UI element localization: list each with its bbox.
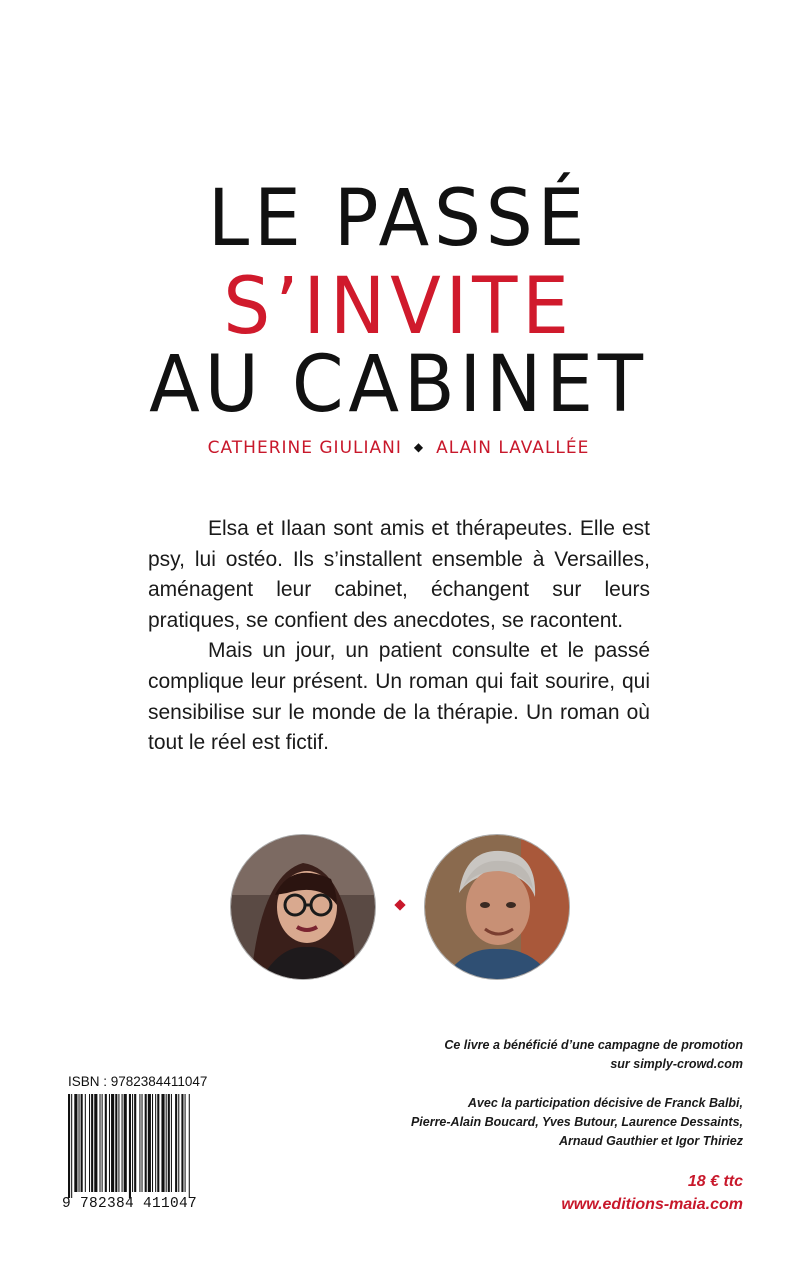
author-photo-alain xyxy=(424,834,570,980)
author-first: CATHERINE GIULIANI xyxy=(207,438,402,458)
author-separator-icon: ◆ xyxy=(413,440,425,454)
title-line-3: AU CABINET xyxy=(149,340,648,430)
promotion-credits xyxy=(363,1036,743,1151)
promo-line-2: sur simply-crowd.com xyxy=(610,1057,743,1071)
portrait-man-image xyxy=(425,835,569,979)
isbn-barcode-block xyxy=(58,1070,232,1218)
promo-line-5: Arnaud Gauthier et Igor Thiriez xyxy=(558,1134,743,1148)
author-second: ALAIN LAVALLÉE xyxy=(436,438,590,458)
portrait-woman-image xyxy=(231,835,375,979)
price-block xyxy=(561,1170,743,1216)
title-line-1: LE PASSÉ xyxy=(207,174,590,264)
blurb-paragraph-2: Mais un jour, un patient consulte et le passé complique leur présent. Un roman qui fait sourire, qui sensibilise sur le monde de la thérapie. Un roman où tout le réel est fictif. xyxy=(148,639,650,755)
photo-separator-icon xyxy=(394,899,405,910)
title-line-2: S’INVITE xyxy=(223,262,574,352)
barcode-digits: 9 782384 411047 xyxy=(62,1196,198,1212)
publisher-website: www.editions-maia.com xyxy=(561,1196,743,1213)
promo-line-3: Avec la participation décisive de Franck Balbi, xyxy=(467,1096,743,1110)
price-amount: 18 € ttc xyxy=(687,1173,743,1190)
author-photo-catherine xyxy=(230,834,376,980)
blurb-paragraph-1: Elsa et Ilaan sont amis et thérapeutes. Elle est psy, lui ostéo. Ils s’installent ensemble à Versailles, aménagent leur cabinet, échangent sur leurs pratiques, se confient des anecdotes, se racontent. xyxy=(148,517,650,632)
promo-line-4: Pierre-Alain Boucard, Yves Butour, Laurence Dessaints, xyxy=(410,1115,743,1129)
barcode-icon xyxy=(68,1094,224,1198)
back-cover-blurb xyxy=(148,514,650,759)
isbn-label: ISBN : 9782384411047 xyxy=(68,1074,208,1089)
promo-line-1: Ce livre a bénéficié d’une campagne de promotion xyxy=(444,1038,743,1052)
authors-line xyxy=(0,438,797,458)
